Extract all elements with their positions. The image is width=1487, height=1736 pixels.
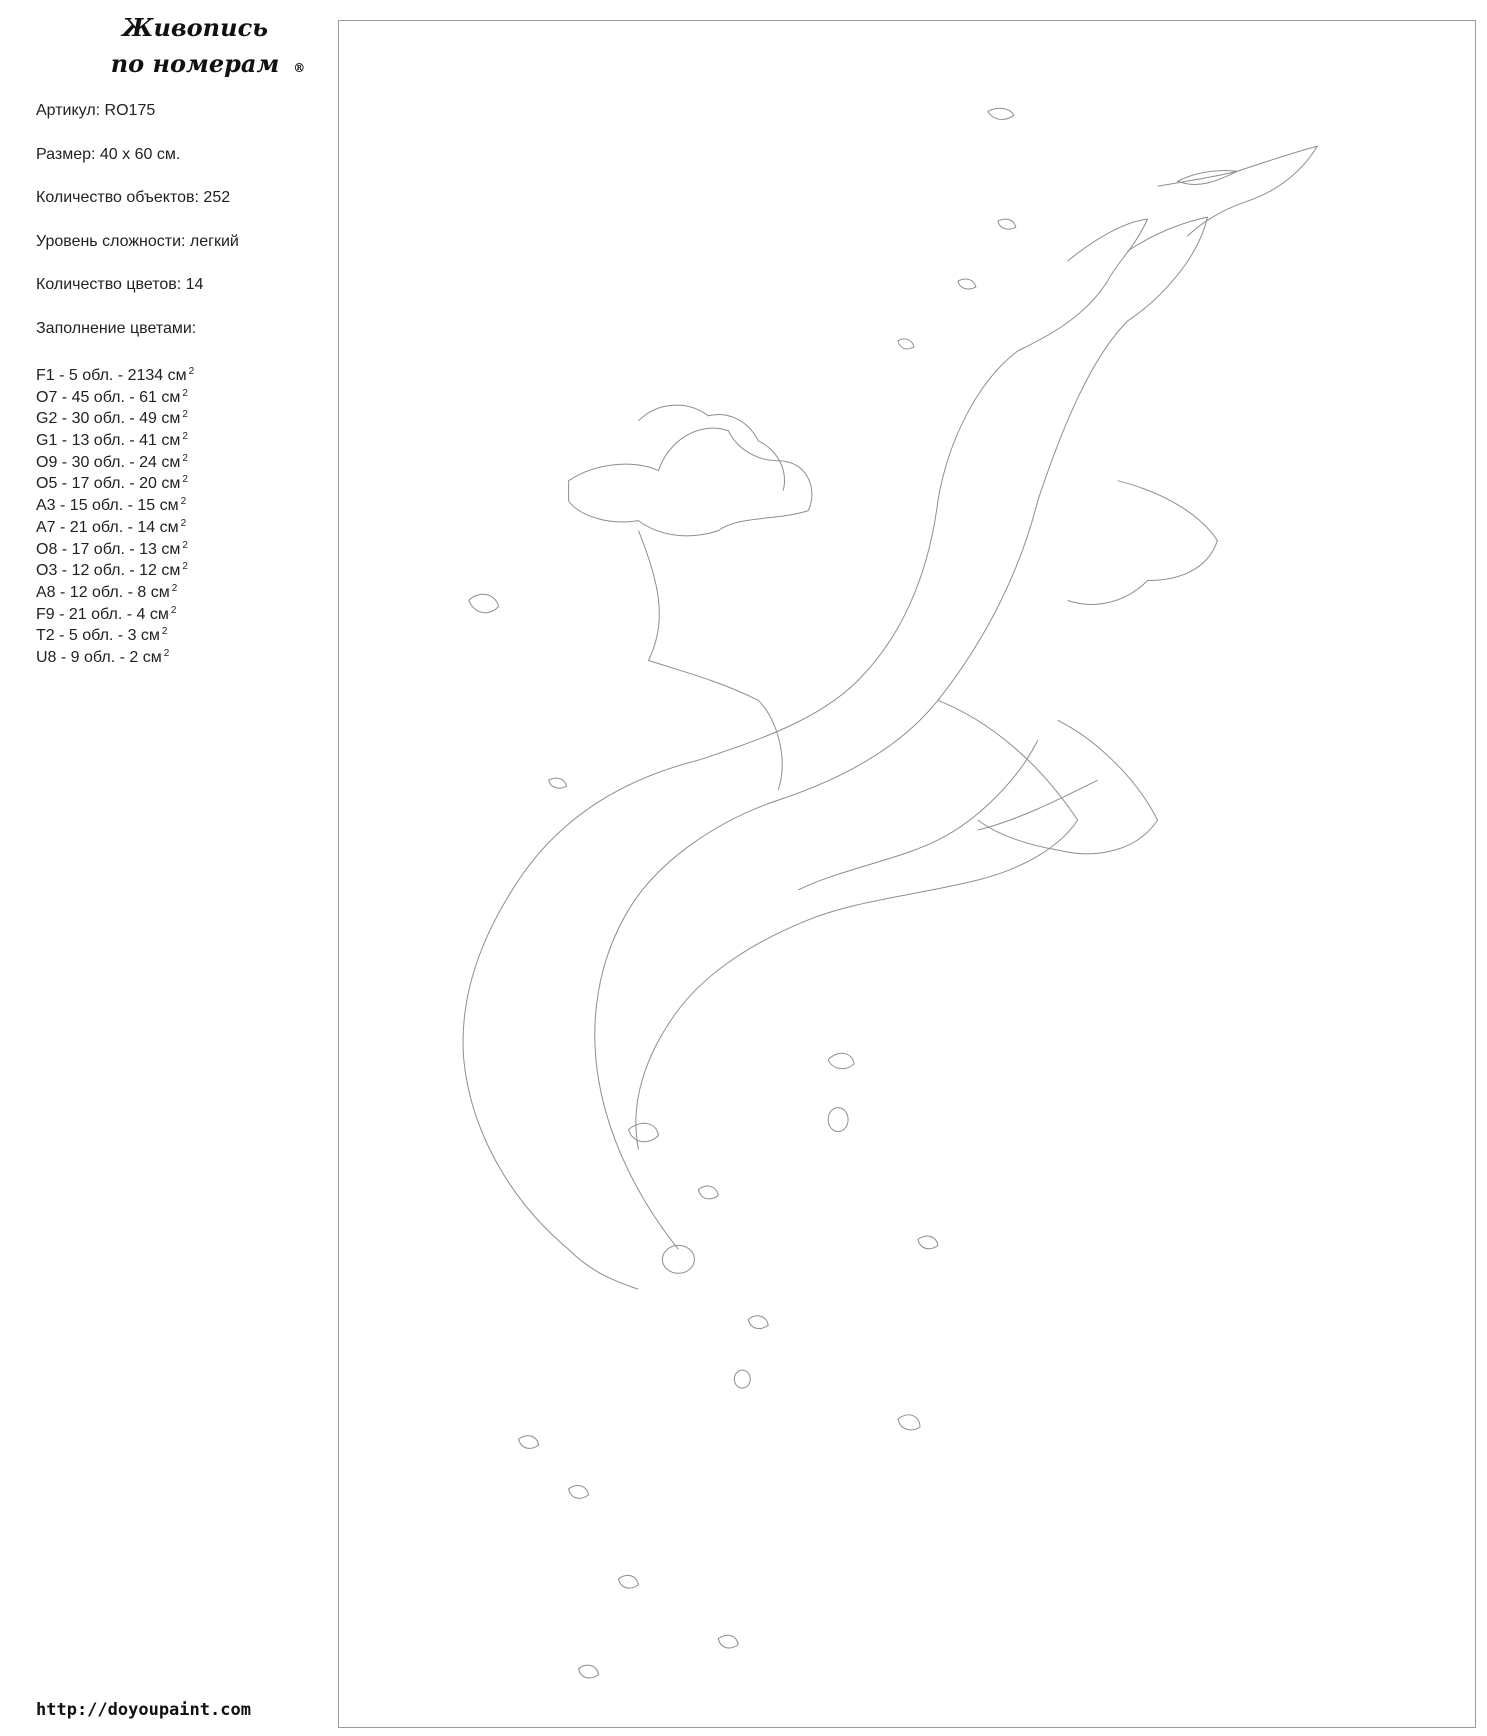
brand-line-2 [80,46,310,82]
color-fill-text: A7 - 21 обл. - 14 см [36,518,179,536]
spec-colors-count: Количество цветов: 14 [36,276,204,293]
outline-fragment [662,1245,694,1273]
outline-fragment [519,1436,539,1449]
color-fill-text: F1 - 5 обл. - 2134 см [36,367,187,384]
outline-fragment [898,1415,920,1430]
outline-fragment [918,1236,938,1249]
website-url: http://doyoupaint.com [36,1700,251,1720]
spec-article: Артикул: RO175 [36,102,156,119]
outline-lower-loop [636,700,1078,1149]
color-fill-item [36,578,194,600]
color-fill-unit-sup: 2 [170,604,177,616]
brand-line-2-text: по номерам [110,49,280,78]
color-fill-item [36,383,194,405]
color-fill-unit-sup: 2 [171,582,178,594]
outline-fragment [988,108,1014,119]
outline-fragment [579,1665,599,1678]
spec-size: Размер: 40 х 60 см. [36,145,181,163]
color-fill-unit-sup: 2 [180,517,187,529]
color-fill-text: A3 - 15 обл. - 15 см [36,497,179,515]
color-fill-unit-sup: 2 [182,387,188,399]
coloring-canvas [338,20,1476,1728]
outline-fragment [718,1635,738,1648]
outline-fragment [828,1108,848,1132]
color-fill-unit-sup: 2 [182,452,188,464]
color-fill-item [36,535,194,557]
color-fill-item [36,513,194,535]
color-fill-item [36,448,194,470]
color-fill-item [36,556,194,578]
color-fill-unit-sup: 2 [182,561,188,573]
color-fill-text: T2 - 5 обл. - 3 см [36,627,160,645]
outline-fragment [469,594,499,612]
outline-fragment [828,1053,854,1068]
outline-fragment [734,1370,750,1388]
color-fill-item [36,600,194,622]
color-fill-item [36,404,194,426]
color-fill-unit-sup: 2 [161,626,168,638]
outline-fragment [569,1486,589,1499]
outline-fragment [549,778,567,788]
color-fill-list [36,361,194,665]
color-fill-unit-sup: 2 [163,647,170,659]
color-fill-text: G2 - 30 обл. - 49 см [36,410,181,428]
registered-mark: ® [293,61,306,75]
color-fill-item [36,643,194,665]
color-fill-unit-sup: 2 [182,409,188,421]
color-fill-text: O9 - 30 обл. - 24 см [36,453,181,471]
outline-main-body-inner [595,217,1208,1249]
brand-logo [80,10,310,82]
color-fill-text: O3 - 12 обл. - 12 см [36,562,181,580]
outline-branch-upper [1158,146,1318,236]
product-specs [36,100,239,361]
spec-difficulty: Уровень сложности: легкий [36,232,239,250]
color-fill-item [36,491,194,513]
outline-main-body [463,219,1148,1289]
color-fill-item [36,621,194,643]
color-fill-text: O5 - 17 обл. - 20 см [36,475,181,493]
color-fill-unit-sup: 2 [180,496,187,508]
outline-upper-flower [638,405,784,491]
outline-fragment [958,279,976,289]
outline-fragment [628,1123,658,1141]
color-fill-unit-sup: 2 [182,474,188,486]
color-fill-unit-sup: 2 [188,366,195,377]
color-fill-text: U8 - 9 обл. - 2 см [36,648,162,666]
outline-cross-branch [798,740,1097,890]
outline-left-cloud-lower [638,531,782,791]
color-fill-item [36,361,194,383]
color-fill-unit-sup: 2 [182,539,188,551]
color-fill-text: G1 - 13 обл. - 41 см [36,432,181,450]
brand-line-1: Живопись [121,13,269,42]
outline-fragment [698,1186,718,1199]
color-fill-item [36,426,194,448]
outline-fragment [898,339,914,349]
color-fill-text: F9 - 21 обл. - 4 см [36,605,169,623]
outline-drawing [339,21,1475,1727]
outline-fragment [998,219,1016,229]
color-fill-text: O7 - 45 обл. - 61 см [36,388,181,406]
spec-fill-heading: Заполнение цветами: [36,319,197,337]
color-fill-text: O8 - 17 обл. - 13 см [36,540,181,558]
outline-left-cloud [569,428,812,536]
color-fill-unit-sup: 2 [182,431,188,443]
color-fill-item [36,469,194,491]
outline-right-wing [1068,481,1218,605]
color-fill-text: A8 - 12 обл. - 8 см [36,583,170,601]
outline-fragment [619,1575,639,1588]
outline-fragment [748,1316,768,1329]
spec-objects: Количество объектов: 252 [36,189,231,206]
